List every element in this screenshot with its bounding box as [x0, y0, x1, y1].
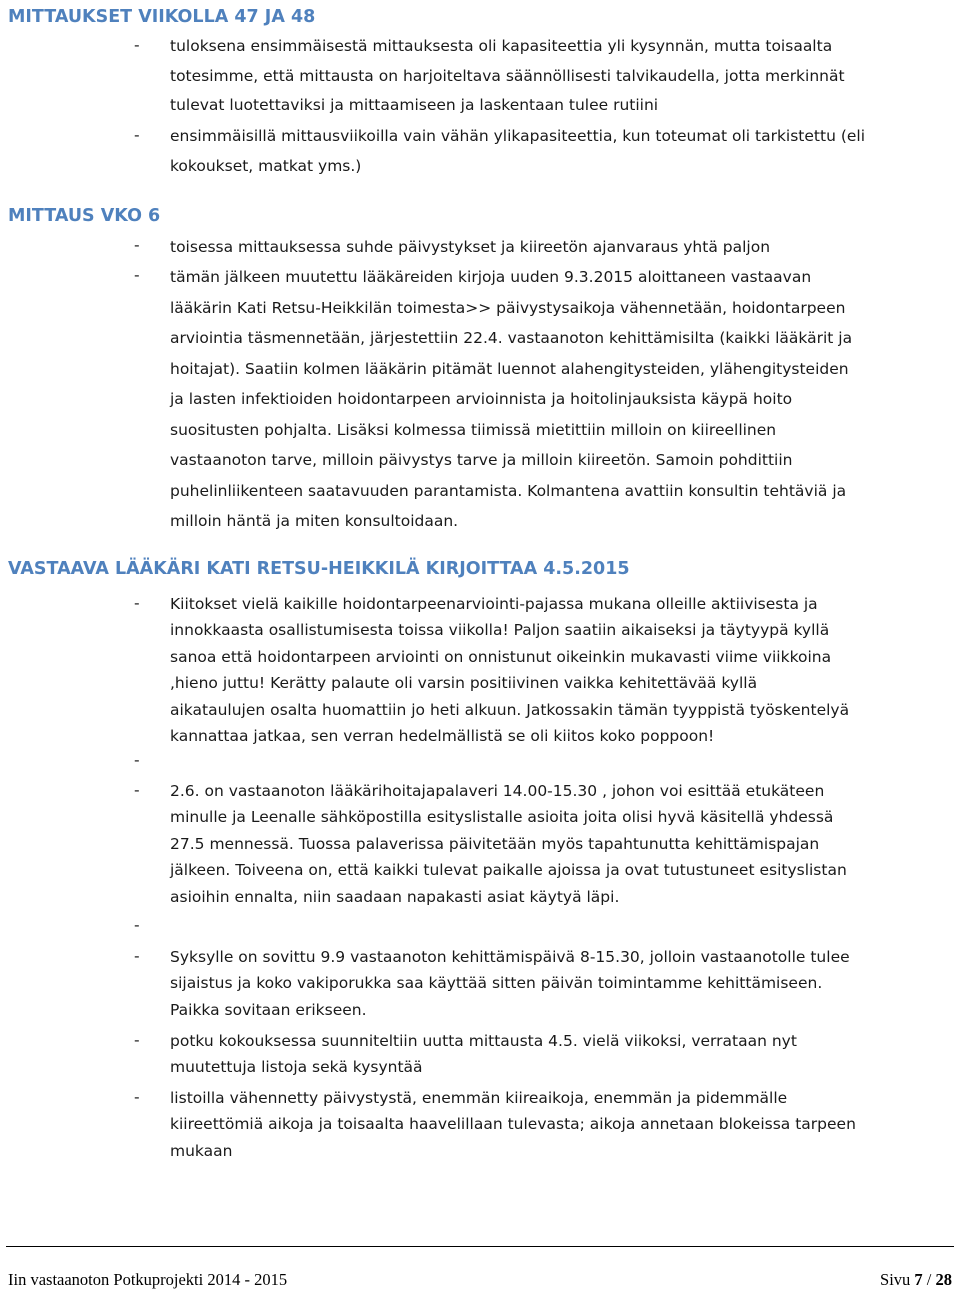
page-separator: /: [926, 1270, 932, 1289]
bullet-dash: -: [134, 266, 140, 284]
bullet-list: [0, 36, 960, 186]
footer-title: Iin vastaanoton Potkuprojekti 2014 - 2015: [8, 1270, 288, 1289]
page-number: [880, 1270, 952, 1290]
bullet-dash: -: [134, 1031, 140, 1049]
page-total: 28: [935, 1270, 952, 1289]
bullet-list: [0, 594, 960, 1168]
list-item-text: Syksylle on sovittu 9.9 vastaanoton kehittämispäivä 8-15.30, jolloin vastaanotolle tulee sijaistus ja koko vakiporukka saa käyttää sitten päivän toimintamme kehittämiseen. Paikka sovitaan erikseen.: [170, 948, 850, 1019]
list-item: [0, 36, 960, 126]
list-item-text: tämän jälkeen muutettu lääkäreiden kirjoja uuden 9.3.2015 aloittaneen vastaavan lääkärin Kati Retsu-Heikkilän toimesta>> päivystysaikoja vähennetään, hoidontarpeen arviointia täsmennetään, järjestettiin 22.4. vastaanoton kehittämisilta (kaikki lääkärit ja hoitajat). Saatiin kolmen lääkärin pitämät luennot alahengitysteiden, ylähengitysteiden ja lasten infektioiden hoidontarpeen arvioinnista ja hoitolinjauksista käypä hoito suositusten pohjalta. Lisäksi kolmessa tiimissä mietittiin milloin on kiireellinen vastaanoton tarve, milloin päivystys tarve ja milloin kiireetön. Samoin pohdittiin puhelinliikenteen saatavuuden parantamista. Kolmantena avattiin konsultin tehtäviä ja milloin häntä ja miten konsultoidaan.: [170, 268, 853, 530]
list-item: [0, 947, 960, 1031]
footer-divider: [6, 1246, 954, 1247]
list-item-text: toisessa mittauksessa suhde päivystykset ja kiireetön ajanvaraus yhtä paljon: [170, 238, 771, 256]
page-current: 7: [914, 1270, 923, 1289]
list-item: [0, 751, 960, 781]
section-heading: VASTAAVA LÄÄKÄRI KATI RETSU-HEIKKILÄ KIRJOITTAA 4.5.2015: [8, 559, 630, 579]
list-item-text: listoilla vähennetty päivystystä, enemmän kiireaikoja, enemmän ja pidemmälle kiireettömiä aikoja ja toisaalta haavelillaan tulevasta; aikoja annetaan blokeissa tarpeen mukaan: [170, 1089, 856, 1160]
list-item: [0, 781, 960, 916]
bullet-dash: -: [134, 126, 140, 144]
list-item: [0, 594, 960, 751]
bullet-dash: -: [134, 751, 140, 769]
page-label: Sivu: [880, 1270, 911, 1289]
list-item-text: tuloksena ensimmäisestä mittauksesta oli kapasiteettia yli kysynnän, mutta toisaalta totesimme, että mittausta on harjoiteltava säännöllisesti talvikaudella, jotta merkinnät tulevat luotettaviksi ja mittaamiseen ja laskentaan tulee rutiini: [170, 37, 845, 114]
list-item: [0, 266, 960, 541]
list-item-text: potku kokouksessa suunniteltiin uutta mittausta 4.5. vielä viikoksi, verrataan nyt muutettuja listoja sekä kysyntää: [170, 1032, 797, 1077]
list-item: [0, 1088, 960, 1168]
bullet-dash: -: [134, 1088, 140, 1106]
list-item: [0, 916, 960, 947]
bullet-dash: -: [134, 236, 140, 254]
bullet-dash: -: [134, 36, 140, 54]
list-item-text: Kiitokset vielä kaikille hoidontarpeenarviointi-pajassa mukana olleille aktiivisesta ja innokkaasta osallistumisesta toissa viikolla! Paljon saatiin aikaiseksi ja täytyypä kyllä sanoa että hoidontarpeen arviointi on onnistunut oikeinkin mukavasti viime viikkoina ,hieno juttu! Kerätty palaute oli varsin positiivinen vaikka kehitettävää kyllä aikataulujen osalta huomattiin jo heti alkuun. Jatkossakin tämän tyyppistä työskentelyä kannattaa jatkaa, sen verran hedelmällistä se oli kiitos koko poppoon!: [170, 595, 850, 746]
list-item: [0, 126, 960, 186]
bullet-dash: -: [134, 594, 140, 612]
bullet-dash: -: [134, 947, 140, 965]
list-item-text: ensimmäisillä mittausviikoilla vain vähän ylikapasiteettia, kun toteumat oli tarkistettu (eli kokoukset, matkat yms.): [170, 127, 866, 175]
bullet-dash: -: [134, 916, 140, 934]
section-heading: MITTAUKSET VIIKOLLA 47 JA 48: [8, 7, 316, 27]
list-item: [0, 1031, 960, 1088]
bullet-list: [0, 236, 960, 541]
list-item-text: 2.6. on vastaanoton lääkärihoitajapalaveri 14.00-15.30 , johon voi esittää etukäteen minulle ja Leenalle sähköpostilla esityslistalle asioita joita olisi hyvä käsitellä yhdessä 27.5 mennessä. Tuossa palaverissa päivitetään myös tapahtunutta kehittämispajan jälkeen. Toiveena on, että kaikki tulevat paikalle ajoissa ja ovat tutustuneet esityslistan asioihin ennalta, niin saadaan napakasti asiat käytyä läpi.: [170, 782, 847, 906]
section-heading: MITTAUS VKO 6: [8, 206, 161, 226]
bullet-dash: -: [134, 781, 140, 799]
